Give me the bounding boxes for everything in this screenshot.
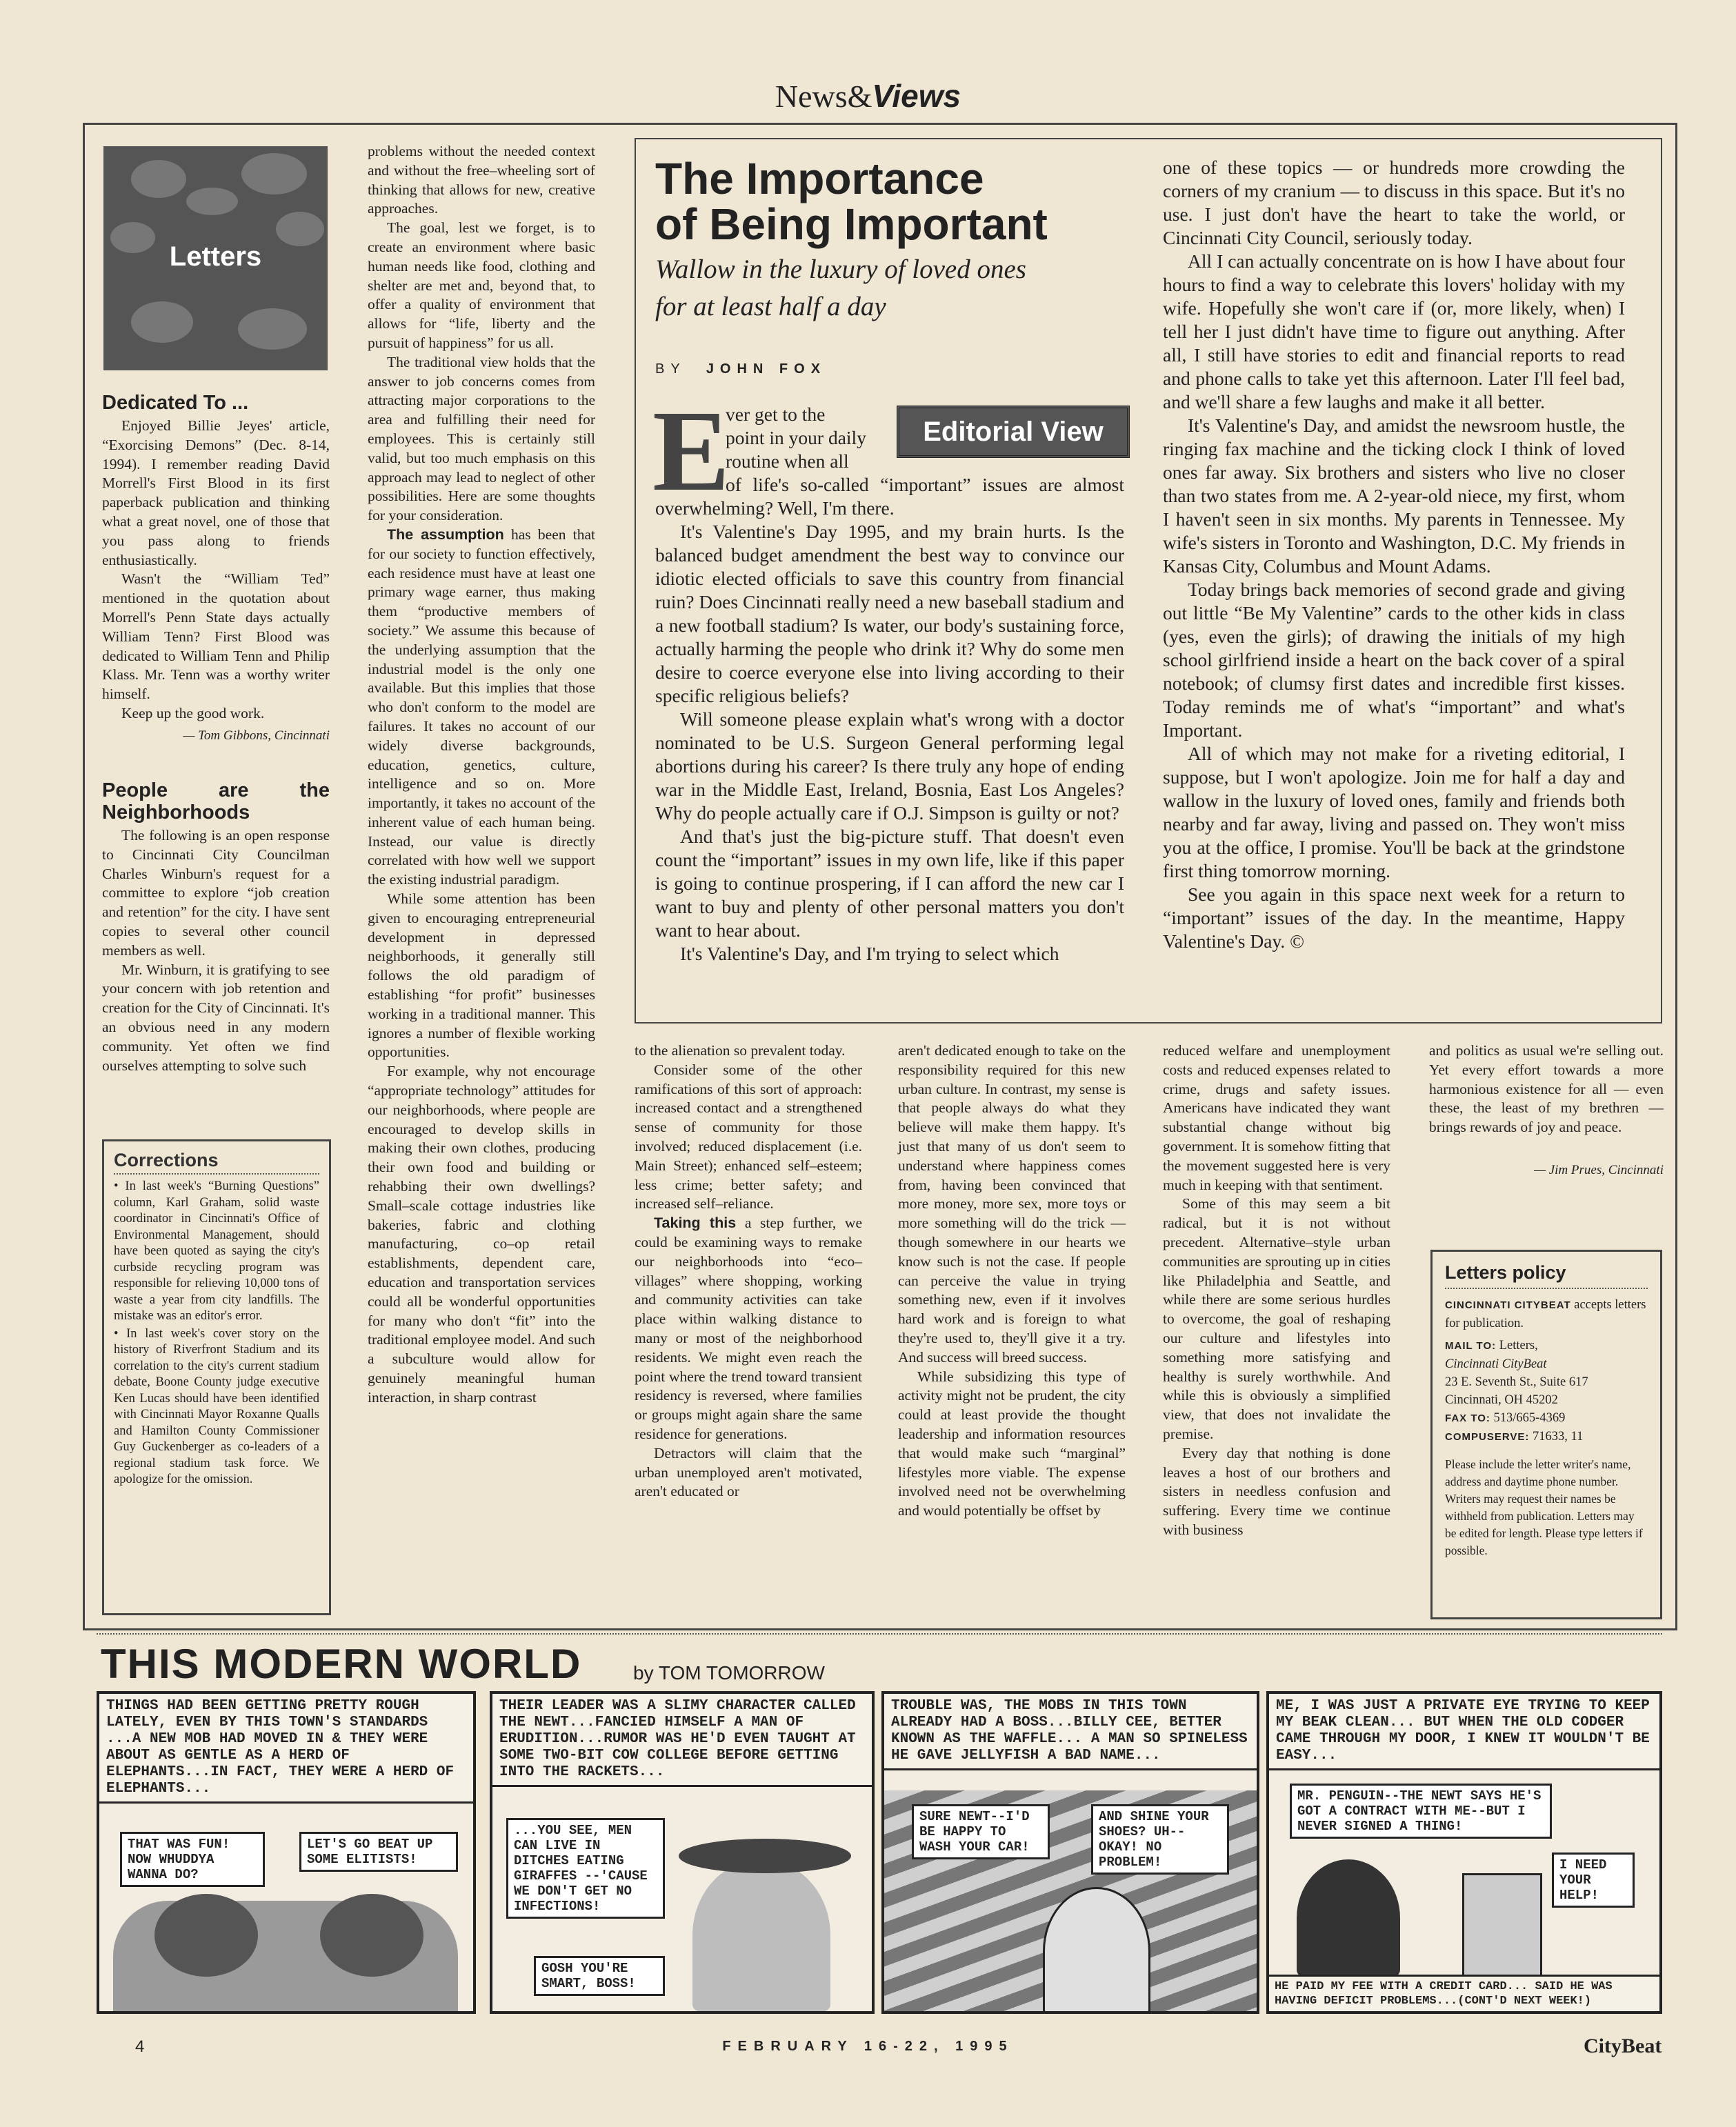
letter-neighborhoods-col6 [1429, 1041, 1664, 1180]
letter-neighborhoods-col2 [368, 142, 595, 1408]
letter-paragraph: and politics as usual we're selling out. Yet every effort towards a more harmonious existence for all — even these, the least of my brethren — brings rewards of joy and peace. [1429, 1042, 1664, 1136]
speech-bubble: MR. PENGUIN--THE NEWT SAYS HE'S GOT A CONTRACT WITH ME--BUT I NEVER SIGNED A THING! [1290, 1784, 1552, 1839]
letter-neighborhoods-col4 [898, 1041, 1126, 1521]
letter-paragraph: problems without the needed context and without the free–wheeling sort of thinking that allows for new, creative approaches. [368, 143, 595, 217]
letter-paragraph: Mr. Winburn, it is gratifying to see your concern with job retention and creation for the City of Cincinnati. It's an obvious need in any modern community. Yet often we find ourselves attempting to solve such [102, 961, 330, 1074]
letters-policy-box [1430, 1250, 1662, 1619]
waffle-character-illustration [1043, 1887, 1150, 2014]
panel-bottom-caption: HE PAID MY FEE WITH A CREDIT CARD... SAID HE WAS HAVING DEFICIT PROBLEMS...(CONT'D NEXT WEEK!) [1269, 1975, 1662, 2011]
byline-name: JOHN FOX [706, 361, 827, 377]
speech-bubble: GOSH YOU'RE SMART, BOSS! [534, 1956, 665, 1996]
letter-paragraph: Enjoyed Billie Jeyes' article, “Exorcising Demons” (Dec. 8-14, 1994). I remember reading David Morrell's First Blood in its first paperback publication and thinking what a great novel, one of those that you pass along to friends enthusiastically. [102, 417, 330, 568]
letter-signature: — Jim Prues, Cincinnati [1534, 1162, 1664, 1177]
letters-logo-label: Letters [169, 241, 262, 272]
speech-bubble: THAT WAS FUN! NOW WHUDDYA WANNA DO? [120, 1832, 265, 1887]
compuserve-value: 71633, 11 [1529, 1430, 1584, 1444]
editorial-deck [655, 251, 1152, 326]
letter-paragraph: a step further, we could be examining ways to remake our neighborhoods into “eco–villages” where shopping, working and community activities can take place within walking distance to many or most of the neighborhood residents. We might even reach the point where the trend toward transient residency is reversed, where families or groups might again share the same residence for generations. [635, 1215, 863, 1442]
lead-line: point in your daily [726, 427, 866, 448]
fax-value: 513/665-4369 [1490, 1411, 1566, 1425]
comic-title: THIS MODERN WORLD [101, 1641, 582, 1687]
letters-policy-heading: Letters policy [1445, 1262, 1566, 1283]
brand-logo: CityBeat [1584, 2035, 1662, 2057]
run-in-lead: Taking this [654, 1215, 737, 1232]
section-header [0, 77, 1736, 114]
comic-panel-1 [97, 1691, 476, 2014]
penguin-detective-illustration [1297, 1859, 1400, 1977]
section-views: Views [872, 78, 961, 114]
lead-rest: of life's so-called “important” issues are almost overwhelming? Well, I'm there. [655, 474, 1124, 519]
panel-caption: THEIR LEADER WAS A SLIMY CHARACTER CALLED THE NEWT...FANCIED HIMSELF A MAN OF ERUDITION...RUMOR WAS HE'D EVEN TAUGHT AT SOME TWO-BIT COW COLLEGE BEFORE GETTING INTO THE RACKETS... [492, 1694, 872, 1787]
editorial-col1 [655, 473, 1124, 966]
corrections-heading: Corrections [114, 1150, 219, 1170]
run-in-lead: The assumption [387, 526, 504, 543]
letter-neighborhoods-heading: People are the Neighborhoods [102, 779, 330, 823]
comic-separator [97, 1633, 1662, 1635]
letter-paragraph: reduced welfare and unemployment costs and reduced expenses related to crime, drugs and safety issues. Americans have indicated they want substantial change without big government. It is somehow fitting that the movement suggested here is very much in keeping with that sentiment. [1163, 1042, 1390, 1193]
letter-paragraph: to the alienation so prevalent today. [635, 1042, 846, 1059]
editorial-paragraph: It's Valentine's Day, and I'm trying to select which [680, 943, 1059, 964]
letter-paragraph: The goal, lest we forget, is to create an environment where basic human needs like food, clothing and shelter are met and, beyond that, to offer a quality of environment that allows for “life, liberty and the pursuit of happiness” for us all. [368, 219, 595, 351]
uncle-sam-illustration [1462, 1873, 1542, 1981]
elephant-head-icon [154, 1894, 258, 1977]
letter-paragraph: aren't dedicated enough to take on the responsibility required for this new urban culture. In contrast, my sense is that people always do what they believe will make them happy. It's just that many of us don't seem to understand where happiness comes from, having been convinced that more money, more sex, more toys or more something will do the trick — though somewhere in our hearts we know such is not the case. If people can perceive the value in trying something new, even if it involves hard work and is foreign to what they're used to, they'll give it a try. And success will breed success. [898, 1042, 1126, 1366]
editorial-title [655, 156, 1152, 247]
editorial-paragraph: All I can actually concentrate on is how I have about four hours to find a way to celebrate this lovers' holiday with my wife. Hopefully she won't care if (or, more likely, when) I tell her I just didn't have time to figure out anything. After all, I still have stories to edit and financial reports to read and phone calls to take yet this afternoon. Later I'll feel bad, and we'll share a few laughs and make it all better. [1163, 250, 1625, 412]
editorial-paragraph: See you again in this space next week for a return to “important” issues of the day. In the meantime, Happy Valentine's Day. © [1163, 883, 1625, 952]
comic-panel-3 [881, 1691, 1259, 2014]
mail-line: 23 E. Seventh St., Suite 617 [1445, 1375, 1588, 1389]
mail-label: MAIL TO: [1445, 1340, 1497, 1352]
editorial-title-line: of Being Important [655, 199, 1048, 249]
mail-line: Cincinnati CityBeat [1445, 1357, 1547, 1371]
panel-caption: ME, I WAS JUST A PRIVATE EYE TRYING TO KEEP MY BEAK CLEAN... BUT WHEN THE OLD CODGER CAME THROUGH MY DOOR, I KNEW IT WOULDN'T BE EASY... [1269, 1694, 1659, 1770]
editorial-title-line: The Importance [655, 154, 984, 203]
editorial-paragraph: one of these topics — or hundreds more crowding the corners of my cranium — to discuss in this space. But it's no use. I just don't have the heart to take the world, or Cincinnati City Council, seriously today. [1163, 157, 1625, 248]
fax-label: FAX TO: [1445, 1412, 1490, 1424]
page-number: 4 [135, 2037, 145, 2056]
letter-paragraph: Keep up the good work. [121, 704, 265, 721]
mail-line: Letters, [1496, 1339, 1538, 1352]
correction-item: • In last week's cover story on the history of Riverfront Stadium and its correlation to the city's current stadium debate, Boone County judge executive Ken Lucas should have been identified with Cincinnati Mayor Roxanne Qualls and Hamilton County Commissioner Guy Guckenberger as co-leaders of a regional stadium task force. We apologize for the omission. [114, 1326, 319, 1486]
byline-by: BY [655, 361, 686, 377]
letter-paragraph: Detractors will claim that the urban unemployed aren't motivated, aren't educated or [635, 1444, 862, 1500]
editorial-paragraph: Will someone please explain what's wrong with a doctor nominated to be U.S. Surgeon General performing legal abortions during his career? Is there truly any hope of ending war in the Middle East, Ireland, Bosnia, East Los Angeles? Why do people actually care if O.J. Simpson is guilty or not? [655, 708, 1124, 823]
editorial-lead [726, 403, 891, 473]
speech-bubble: I NEED YOUR HELP! [1552, 1853, 1635, 1908]
letter-paragraph: has been that for our society to function effectively, each residence must have at least one primary wage earner, thus making them “productive members of society.” We assume this because of the underlying assumption that the industrial model is the only one available. But this implies that those who don't conform to the model are failures. It takes no account of our widely diverse backgrounds, education, genetics, culture, intelligence and so on. More importantly, it takes no account of the inherent value of each human being. Instead, our value is directly correlated with how well we support the existing industrial paradigm. [368, 526, 595, 888]
editorial-paragraph: It's Valentine's Day, and amidst the newsroom hustle, the ringing fax machine and the ticking clock I think of loved ones far away. Six brothers and sisters who live no closer than two states from me. A 2-year-old niece, my first, whom I haven't seen in six months. My parents in Tennessee. My wife's sisters in Toronto and Washington, D.C. My friends in Kansas City, Columbus and Mount Adams. [1163, 415, 1625, 577]
comic-panel-4 [1266, 1691, 1662, 2014]
editorial-col2 [1163, 156, 1625, 953]
correction-item: • In last week's “Burning Questions” column, Karl Graham, solid waste coordinator in Cincinnati's Office of Environmental Management, should have been quoted as saying the city's curbside recycling program was responsible for relieving 10,000 tons of waste a year from city landfills. The mistake was an editor's error. [114, 1179, 319, 1323]
letter-dedicated [102, 392, 330, 746]
fedora-hat-icon [679, 1839, 851, 1873]
speech-bubble: AND SHINE YOUR SHOES? UH--OKAY! NO PROBLEM! [1091, 1804, 1229, 1875]
letter-paragraph: Every day that nothing is done leaves a host of our brothers and sisters in needless confusion and suffering. Every time we continue with business [1163, 1444, 1390, 1538]
mail-line: Cincinnati, OH 45202 [1445, 1393, 1558, 1407]
editorial-byline [655, 361, 826, 377]
letter-paragraph: While subsidizing this type of activity might not be prudent, the city could at least provide the thought leadership and information resources that would make such “marginal” lifestyles more viable. The expense involved need not be overwhelming and would potentially be offset by [898, 1368, 1126, 1519]
letter-paragraph: Some of this may seem a bit radical, but it is not without precedent. Alternative–style urban communities are sprouting up in cities like Philadelphia and Seattle, and while there are some serious hurdles to overcome, the goal of reshaping our culture and lifestyles into something more satisfying and healthy is surely worthwhile. And while this is obviously a simplified view, that does not invalidate the premise. [1163, 1195, 1390, 1442]
editorial-view-badge: Editorial View [897, 406, 1130, 458]
lead-line: routine when all [726, 450, 849, 472]
compuserve-label: COMPUSERVE: [1445, 1431, 1530, 1443]
letters-logo [103, 146, 328, 370]
editorial-paragraph: All of which may not make for a riveting editorial, I suppose, but I won't apologize. Join me for half a day and wallow in the luxury of loved ones, family and friends both nearby and far away, living and passed on. They won't miss you at the office, I promise. You'll be back at the grindstone first thing tomorrow morning. [1163, 743, 1625, 881]
letter-paragraph: The traditional view holds that the answer to job concerns comes from attracting major corporations to the area and fulfilling their need for employees. This is certainly still valid, but too much emphasis on this approach may lead to neglect of other possibilities. Here are some thoughts for your consideration. [368, 353, 595, 524]
corrections-box [102, 1139, 331, 1615]
letter-paragraph: The following is an open response to Cincinnati City Councilman Charles Winburn's request for a committee to explore “job creation and retention” for the city. I have sent copies to several other council members as well. [102, 827, 330, 959]
letter-paragraph: Wasn't the “William Ted” mentioned in the quotation about Morrell's Penn State days actually William Tenn? First Blood was dedicated to William Tenn and Philip Klass. Mr. Tenn was a worthy writer himself. [102, 570, 330, 703]
letter-neighborhoods-col3 [635, 1041, 862, 1501]
speech-bubble: SURE NEWT--I'D BE HAPPY TO WASH YOUR CAR! [912, 1804, 1050, 1859]
policy-note: Please include the letter writer's name, address and daytime phone number. Writers may request their names be withheld from publication. Letters may be edited for length. Please type letters if possible. [1445, 1457, 1643, 1557]
letter-paragraph: While some attention has been given to encouraging entrepreneurial development in depressed neighborhoods, it generally still follows the old paradigm of establishing “for profit” businesses working in a traditional manner. This ignores a number of flexible working opportunities. [368, 890, 595, 1061]
letter-neighborhoods-col1 [102, 779, 330, 1075]
section-news: News [775, 79, 848, 114]
policy-text: accepts letters for publication. [1445, 1298, 1646, 1330]
editorial-paragraph: It's Valentine's Day 1995, and my brain hurts. Is the balanced budget amendment the best way to convince our idiotic elected officials to save this country from financial ruin? Does Cincinnati really need a new baseball stadium and a new football stadium? Is water, our body's sustaining force, actually harming the people who drink it? Why do some men desire to coerce everyone else into living according to their specific religious beliefs? [655, 521, 1124, 706]
newt-character-illustration [692, 1859, 830, 2011]
editorial-deck-line: for at least half a day [655, 292, 886, 321]
panel-caption: THINGS HAD BEEN GETTING PRETTY ROUGH LATELY, EVEN BY THIS TOWN'S STANDARDS ...A NEW MOB HAD MOVED IN & THEY WERE ABOUT AS GENTLE AS A HERD OF ELEPHANTS...IN FACT, THEY WERE A HERD OF ELEPHANTS... [99, 1694, 473, 1804]
divider [1445, 1288, 1648, 1289]
drop-cap: E [652, 387, 730, 515]
letter-neighborhoods-col5 [1163, 1041, 1390, 1540]
divider [114, 1173, 319, 1175]
elephant-head-icon [320, 1894, 423, 1977]
editorial-paragraph: And that's just the big-picture stuff. That doesn't even count the “important” issues in my own life, like if this paper is going to continue prospering, if I can afford the new car I want to buy and plenty of other personal matters you don't want to hear about. [655, 826, 1124, 941]
speech-bubble: LET'S GO BEAT UP SOME ELITISTS! [299, 1832, 458, 1872]
letter-signature: — Tom Gibbons, Cincinnati [183, 728, 330, 743]
editorial-deck-line: Wallow in the luxury of loved ones [655, 254, 1026, 284]
speech-bubble: ...YOU SEE, MEN CAN LIVE IN DITCHES EATING GIRAFFES --'CAUSE WE DON'T GET NO INFECTIONS! [506, 1818, 665, 1919]
lead-line: ver get to the [726, 403, 826, 425]
letter-paragraph: For example, why not encourage “appropriate technology” attitudes for our neighborhoods, where people are encouraged to develop skills in making their own clothes, producing their own food and building or rehabbing their own dwellings? Small–scale cottage industries like bakeries, fabric and clothing manufacturing, co–op retail establishments, dependent care, education and transportation services could all be wonderful opportunities for many who don't “fit” into the traditional employee model. And such a subculture would allow for genuinely meaningful human interaction, in sharp contrast [368, 1063, 595, 1406]
panel-caption: TROUBLE WAS, THE MOBS IN THIS TOWN ALREADY HAD A BOSS...BILLY CEE, BETTER KNOWN AS THE WAFFLE... A MAN SO SPINELESS HE GAVE JELLYFISH A BAD NAME... [884, 1694, 1257, 1770]
editorial-paragraph: Today brings back memories of second grade and giving out little “Be My Valentine” cards to the other kids in class (yes, even the girls); of drawing the initials of my high school girlfriend inside a heart on the back cover of a spiral notebook; of clumsy first dates and incredible first kisses. Today reminds me of what's “important” and what's Important. [1163, 579, 1625, 741]
comic-byline: by TOM TOMORROW [633, 1662, 825, 1684]
comic-panel-2 [490, 1691, 875, 2014]
section-amp: & [847, 79, 872, 114]
letter-dedicated-heading: Dedicated To ... [102, 392, 249, 414]
policy-caps: CINCINNATI CITYBEAT [1445, 1299, 1571, 1311]
issue-date: FEBRUARY 16-22, 1995 [722, 2039, 1014, 2054]
letter-paragraph: Consider some of the other ramifications of this sort of approach: increased contact and a strengthened sense of community for those involved; reduced displacement (i.e. Main Street); enhanced self–esteem; less crime; better safety; and increased self–reliance. [635, 1061, 862, 1212]
